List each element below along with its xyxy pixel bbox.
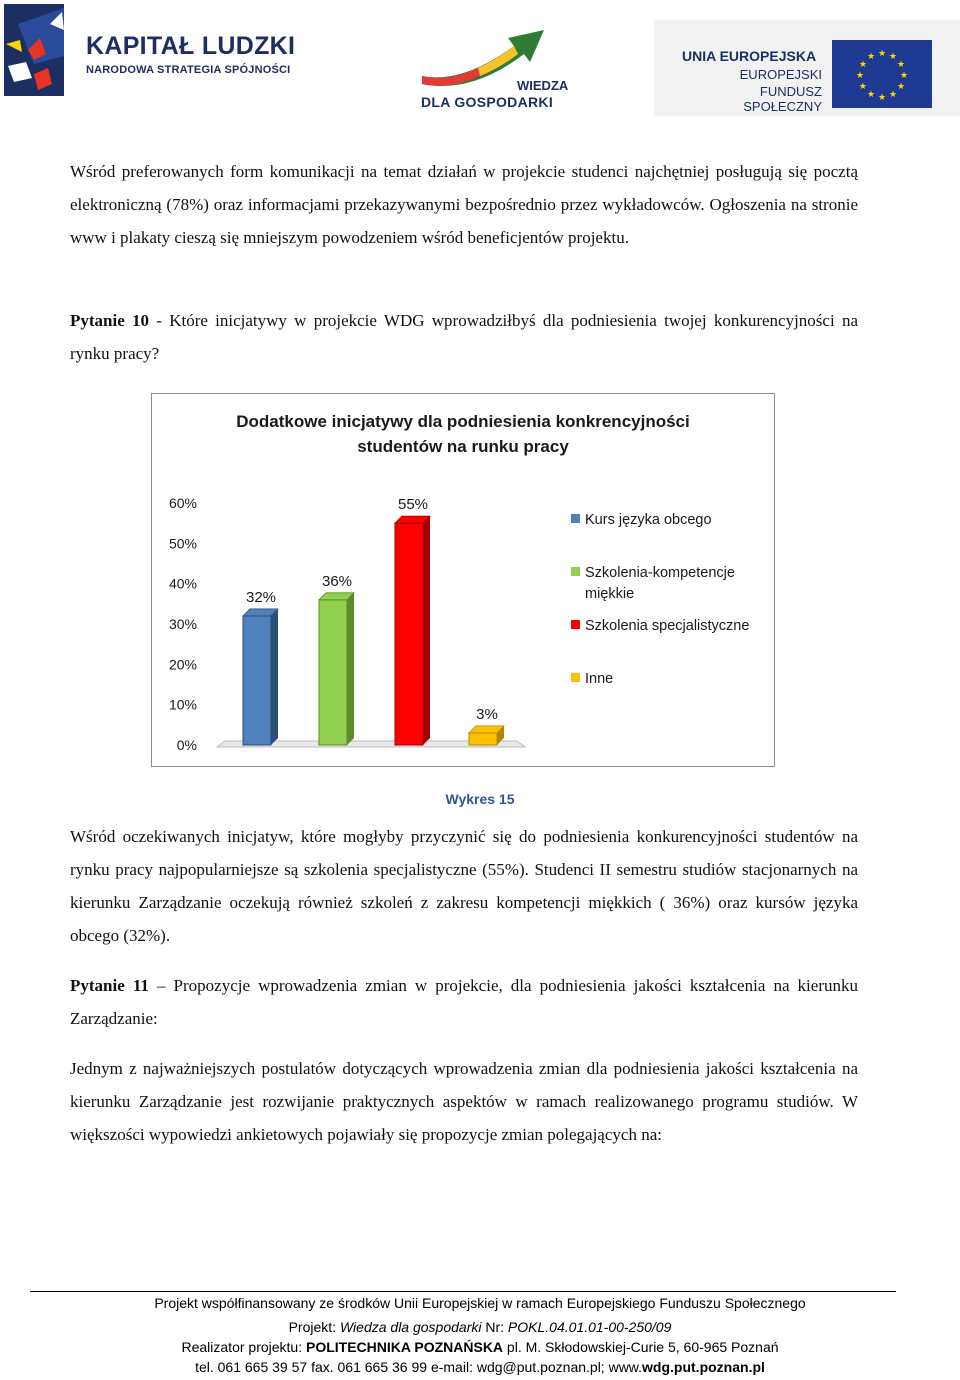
footer-divider bbox=[30, 1291, 896, 1292]
question-10-text: - Które inicjatywy w projekcie WDG wprowadziłbyś dla podniesienia twojej konkurencyjności na rynku pracy? bbox=[70, 311, 858, 363]
legend-label: Szkolenia-kompetencje bbox=[585, 565, 735, 581]
bar-3 bbox=[395, 523, 423, 745]
question-11-text: – Propozycje wprowadzenia zmian w projekcie, dla podniesienia jakości kształcenia na kierunku Zarządzanie: bbox=[70, 976, 858, 1028]
bar-1 bbox=[243, 616, 271, 745]
footer-contact: tel. 061 665 39 57 fax. 061 665 36 99 e-mail: wdg@put.poznan.pl; www. bbox=[195, 1359, 643, 1375]
kapital-ludzki-logo-icon bbox=[4, 4, 76, 96]
eu-star-icon: ★ bbox=[855, 71, 865, 81]
footer-address: pl. M. Skłodowskiej-Curie 5, 60-965 Poznań bbox=[503, 1339, 779, 1355]
bar-chart bbox=[151, 393, 775, 767]
eu-star-icon: ★ bbox=[899, 71, 909, 81]
eu-star-icon: ★ bbox=[877, 49, 887, 59]
eu-logo-line3: FUNDUSZ SPOŁECZNY bbox=[743, 84, 822, 114]
y-tick-label: 0% bbox=[176, 737, 197, 753]
legend-label: Inne bbox=[585, 671, 614, 687]
legend-label: Szkolenia specjalistyczne bbox=[585, 618, 750, 634]
footer-project-title: Wiedza dla gospodarki bbox=[339, 1319, 482, 1335]
question-10-label: Pytanie 10 bbox=[70, 311, 150, 330]
legend-swatch bbox=[571, 567, 580, 576]
intro-paragraph: Wśród preferowanych form komunikacji na temat działań w projekcie studenci najchętniej posługują się pocztą elektroniczną (78%) oraz informacjami przekazywanymi bezpośrednio przez wykładowców. Ogłoszenia na stronie www i plakaty cieszą się mniejszym powodzeniem wśród beneficjentów projektu. bbox=[70, 162, 858, 247]
eu-star-icon: ★ bbox=[888, 51, 898, 62]
eu-star-icon: ★ bbox=[858, 82, 867, 92]
bar-4 bbox=[469, 733, 497, 745]
footer-website: wdg.put.poznan.pl bbox=[642, 1359, 765, 1375]
y-tick-label: 10% bbox=[168, 696, 197, 713]
y-tick-label: 60% bbox=[168, 495, 197, 511]
legend-swatch bbox=[571, 673, 580, 682]
bar-side-2 bbox=[347, 593, 354, 745]
bar-value-label: 32% bbox=[245, 588, 277, 606]
y-tick-label: 30% bbox=[168, 616, 197, 632]
footer-project-code: POKL.04.01.01-00-250/09 bbox=[507, 1319, 672, 1335]
closing-paragraph: Jednym z najważniejszych postulatów dotyczących wprowadzenia zmian dla podniesienia jakości kształcenia na kierunku Zarządzanie jest rozwijanie praktycznych aspektów w ramach realizowanego programu studiów. W większości wypowiedzi ankietowych pojawiały się propozycje zmian polegających na: bbox=[70, 1059, 858, 1144]
bar-value-label: 3% bbox=[476, 705, 498, 723]
eu-flag-icon bbox=[832, 40, 932, 108]
eu-logo-line1: UNIA EUROPEJSKA bbox=[682, 48, 817, 64]
wdg-logo-line2: DLA GOSPODARKI bbox=[421, 94, 554, 110]
chart-title-line2: studentów na runku pracy bbox=[357, 437, 569, 456]
footer-line3 bbox=[30, 1339, 930, 1355]
question-11-label: Pytanie 11 bbox=[70, 976, 149, 995]
chart-title-line1: Dodatkowe inicjatywy dla podniesienia konkrencyjności bbox=[236, 412, 690, 431]
eu-star-icon: ★ bbox=[866, 51, 876, 62]
legend-swatch bbox=[571, 620, 580, 629]
summary-paragraph: Wśród oczekiwanych inicjatyw, które mogłyby przyczynić się do podniesienia konkurencyjności studentów na rynku pracy najpopularniejsze są szkolenia specjalistyczne (55%). Studenci II semestru studiów stacjonarnych na kierunku Zarządzanie oczekują również szkoleń z zakresu kompetencji miękkich ( 36%) oraz kursów języka obcego (32%). bbox=[70, 827, 858, 945]
y-tick-label: 40% bbox=[168, 575, 197, 592]
bar-value-label: 36% bbox=[321, 572, 353, 590]
eu-star-icon: ★ bbox=[866, 90, 876, 101]
eu-star-icon: ★ bbox=[858, 60, 867, 70]
question-11 bbox=[70, 969, 858, 1035]
y-tick-label: 20% bbox=[168, 656, 197, 673]
kapital-ludzki-subtitle: NARODOWA STRATEGIA SPÓJNOŚCI bbox=[86, 64, 291, 76]
eu-star-icon: ★ bbox=[877, 93, 887, 103]
kapital-ludzki-title: KAPITAŁ LUDZKI bbox=[86, 32, 296, 60]
footer-nr: Nr: bbox=[481, 1319, 508, 1335]
bar-side-3 bbox=[423, 516, 430, 745]
eu-star-icon: ★ bbox=[897, 60, 906, 70]
legend-label: Kurs języka obcego bbox=[585, 512, 712, 528]
legend-label: miękkie bbox=[585, 586, 635, 602]
footer-realizator-prefix: Realizator projektu: bbox=[181, 1339, 306, 1355]
footer-organization: POLITECHNIKA POZNAŃSKA bbox=[306, 1339, 504, 1355]
eu-star-icon: ★ bbox=[897, 82, 906, 92]
y-tick-label: 50% bbox=[168, 535, 197, 552]
bar-side-1 bbox=[271, 609, 278, 745]
eu-logo-line2: EUROPEJSKI bbox=[739, 67, 822, 82]
bar-2 bbox=[319, 600, 347, 745]
footer-line4 bbox=[30, 1359, 930, 1375]
footer-project-prefix: Projekt: bbox=[288, 1319, 340, 1335]
footer-line1: Projekt współfinansowany ze środków Unii Europejskiej w ramach Europejskiego Funduszu Społecznego bbox=[154, 1295, 806, 1311]
eu-star-icon: ★ bbox=[888, 90, 898, 101]
question-10 bbox=[70, 304, 858, 370]
page-header bbox=[0, 0, 960, 120]
wdg-logo-line1: WIEDZA bbox=[517, 78, 569, 93]
bar-value-label: 55% bbox=[397, 496, 429, 514]
chart-caption: Wykres 15 bbox=[445, 791, 515, 807]
footer-line2 bbox=[30, 1319, 930, 1335]
legend-swatch bbox=[571, 514, 580, 523]
